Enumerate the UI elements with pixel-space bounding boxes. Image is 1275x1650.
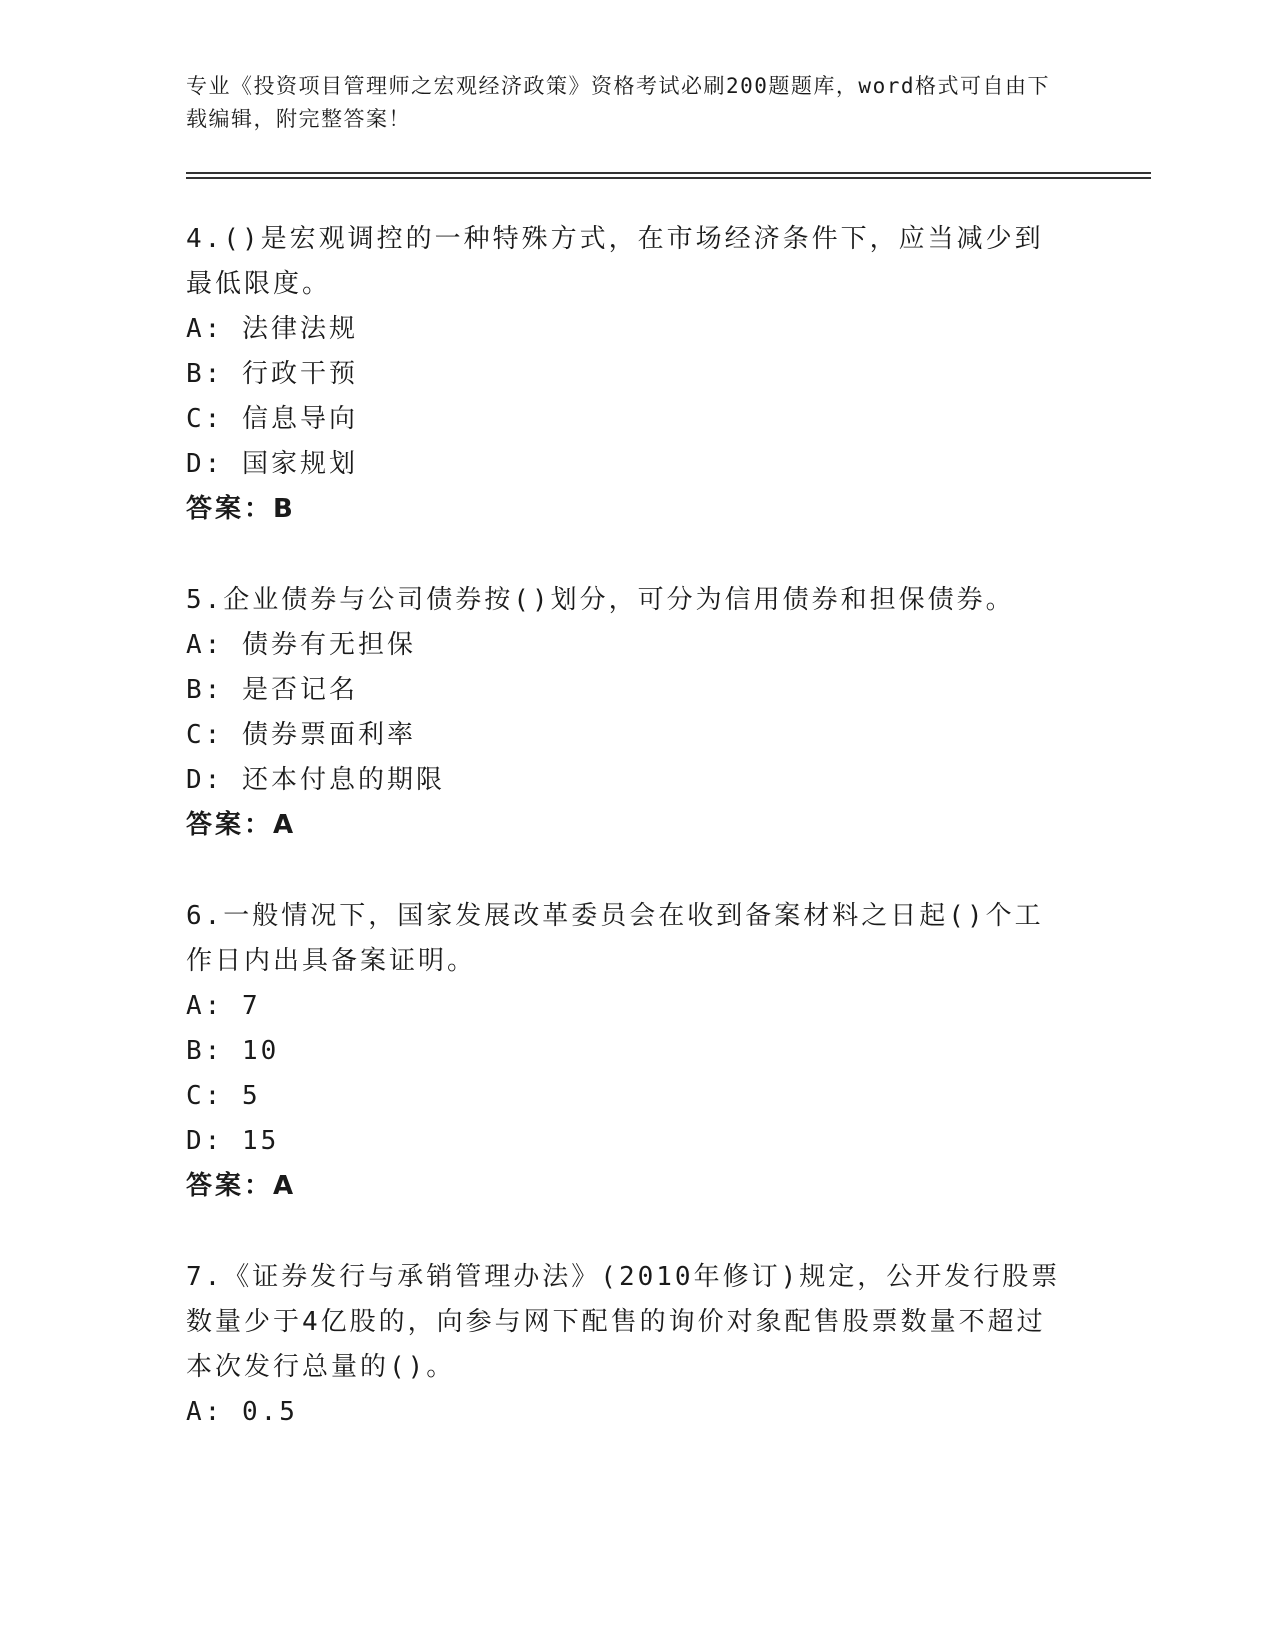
option-a: A: 0.5: [186, 1397, 298, 1427]
option-b: B: 行政干预: [186, 359, 358, 389]
option-a: A: 法律法规: [186, 314, 358, 344]
option-d: D: 还本付息的期限: [186, 765, 445, 795]
divider-line-top: [186, 172, 1151, 174]
option-c: C: 5: [186, 1081, 261, 1111]
option-b: B: 是否记名: [186, 675, 358, 705]
document-page: [186, 70, 1151, 1481]
question-stem: 4.()是宏观调控的一种特殊方式，在市场经济条件下，应当减少到最低限度。: [186, 224, 1044, 299]
divider-line-bottom: [186, 177, 1151, 179]
option-d: D: 国家规划: [186, 449, 358, 479]
option-a: A: 债券有无担保: [186, 630, 416, 660]
option-b: B: 10: [186, 1036, 280, 1066]
answer-line: 答案：B: [186, 494, 296, 524]
header-divider: [186, 172, 1151, 179]
question-stem: 6.一般情况下，国家发展改革委员会在收到备案材料之日起()个工作日内出具备案证明。: [186, 901, 1044, 976]
question-stem: 5.企业债券与公司债券按()划分，可分为信用债券和担保债券。: [186, 585, 1015, 615]
question-4: [186, 217, 1151, 532]
question-7: [186, 1255, 1151, 1435]
answer-line: 答案：A: [186, 1171, 297, 1201]
question-stem: 7.《证券发行与承销管理办法》(2010年修订)规定，公开发行股票数量少于4亿股的，向参与网下配售的询价对象配售股票数量不超过本次发行总量的()。: [186, 1262, 1061, 1382]
option-d: D: 15: [186, 1126, 280, 1156]
document-header: 专业《投资项目管理师之宏观经济政策》资格考试必刷200题题库，word格式可自由下载编辑，附完整答案！: [186, 74, 1050, 131]
option-c: C: 债券票面利率: [186, 720, 416, 750]
option-a: A: 7: [186, 991, 261, 1021]
answer-line: 答案：A: [186, 810, 297, 840]
question-5: [186, 578, 1151, 848]
question-list: [186, 217, 1151, 1435]
option-c: C: 信息导向: [186, 404, 358, 434]
question-6: [186, 894, 1151, 1209]
